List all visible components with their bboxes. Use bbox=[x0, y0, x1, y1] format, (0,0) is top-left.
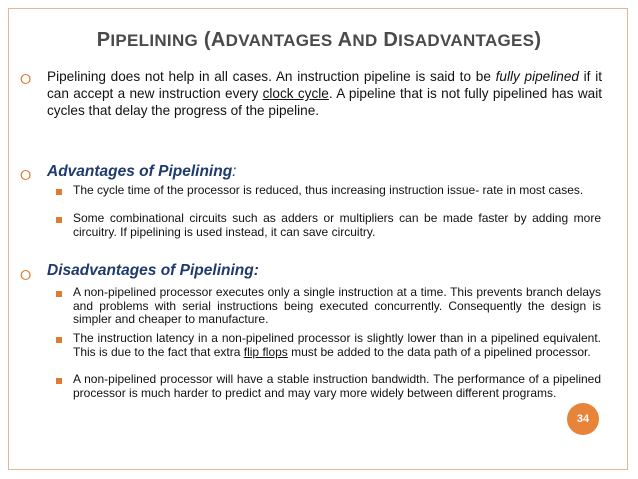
disadvantage-item: The instruction latency in a non-pipelined processor is slightly lower than in a pipelined equivalent. This is due to the fact that extra flip flops must be added to the data path of a pipelined processor. bbox=[73, 331, 601, 359]
disadvantage-item: A non-pipelined processor will have a stable instruction bandwidth. The performance of a pipelined processor is much harder to predict and may vary more widely between different programs. bbox=[73, 372, 601, 400]
ring-bullet-icon: ⭘ bbox=[20, 167, 32, 183]
square-bullet-icon bbox=[56, 291, 62, 297]
flip-flops-link[interactable]: flip flops bbox=[243, 344, 288, 359]
square-bullet-icon bbox=[56, 337, 62, 343]
square-bullet-icon bbox=[56, 189, 62, 195]
advantages-heading: Advantages of Pipelining: bbox=[47, 163, 237, 180]
ring-bullet-icon: ⭘ bbox=[20, 71, 32, 87]
clock-cycle-link[interactable]: clock cycle bbox=[262, 86, 329, 101]
intro-paragraph: Pipelining does not help in all cases. An instruction pipeline is said to be fully pipelined if it can accept a new instruction every clock cycle. A pipeline that is not fully pipelined has wait cycles that delay the progress of the pipeline. bbox=[47, 69, 602, 118]
disadvantage-item: A non-pipelined processor executes only a single instruction at a time. This prevents branch delays and problems with serial instructions being executed concurrently. Consequently the design is simpler and cheaper to manufacture. bbox=[73, 285, 601, 326]
advantage-item: Some combinational circuits such as adders or multipliers can be made faster by adding more circuitry. If pipelining is used instead, it can save circuitry. bbox=[73, 211, 601, 239]
page-number-badge: 34 bbox=[567, 403, 599, 435]
disadvantages-heading: Disadvantages of Pipelining: bbox=[47, 262, 259, 279]
slide-title: PIPELINING (ADVANTAGES AND DISADVANTAGES) bbox=[96, 29, 542, 51]
square-bullet-icon bbox=[56, 217, 62, 223]
ring-bullet-icon: ⭘ bbox=[20, 267, 32, 283]
advantage-item: The cycle time of the processor is reduced, thus increasing instruction issue- rate in most cases. bbox=[73, 183, 584, 197]
square-bullet-icon bbox=[56, 378, 62, 384]
